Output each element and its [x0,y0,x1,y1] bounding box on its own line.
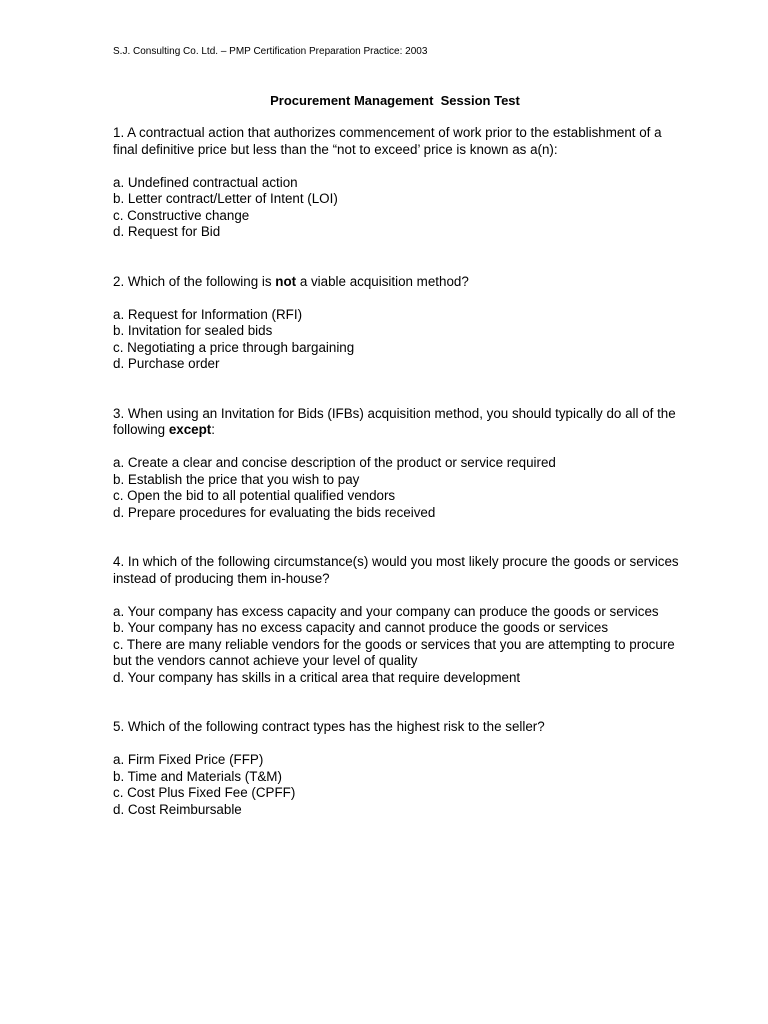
answer-option: b. Establish the price that you wish to pay [113,471,360,487]
answer-option: d. Purchase order [113,356,220,371]
answer-option: b. Your company has no excess capacity and cannot produce the goods or services [113,620,609,635]
question-3-emphasis: except [168,422,212,437]
question-block-1 [113,125,688,241]
question-block-2 [113,274,688,373]
question-text-3 [113,406,688,439]
question-5-pre: 5. Which of the following contract types has the highest risk to the seller? [113,719,545,734]
answer-option: c. Open the bid to all potential qualified vendors [113,488,396,503]
question-4-pre: 4. In which of the following circumstance(s) would you most likely procure the goods or services instead of producing them in-house? [113,554,679,586]
question-list [113,125,688,851]
page-header: S.J. Consulting Co. Ltd. – PMP Certification Preparation Practice: 2003 [113,46,428,57]
question-block-5 [113,719,688,818]
answer-option: b. Invitation for sealed bids [113,323,273,338]
answer-option: d. Prepare procedures for evaluating the bids received [113,504,436,520]
answer-options-3 [113,455,688,521]
answer-option: c. Negotiating a price through bargaining [113,339,355,355]
answer-options-5 [113,752,688,818]
answer-option: d. Request for Bid [113,224,221,239]
question-1-pre: 1. A contractual action that authorizes commencement of work prior to the establishment of a final definitive price but less than the “not to exceed’ price is known as a(n): [113,125,662,157]
question-block-4 [113,554,688,686]
question-block-3 [113,406,688,522]
answer-option: a. Create a clear and concise description of the product or service required [113,455,556,470]
question-text-4 [113,554,688,587]
answer-option: b. Time and Materials (T&M) [113,768,282,784]
answer-options-1 [113,175,688,241]
answer-option: c. Constructive change [113,207,250,223]
document-title: Procurement Management Session Test [270,93,520,108]
answer-option: a. Request for Information (RFI) [113,306,303,322]
question-text-1 [113,125,688,158]
answer-options-2 [113,307,688,373]
answer-options-4 [113,604,688,687]
answer-option: a. Firm Fixed Price (FFP) [113,752,264,767]
answer-option: c. Cost Plus Fixed Fee (CPFF) [113,785,296,800]
answer-option: d. Cost Reimbursable [113,801,242,817]
question-3-pre: 3. When using an Invitation for Bids (IFBs) acquisition method, you should typically do all of the following [113,405,676,437]
question-2-post: a viable acquisition method? [296,273,469,289]
answer-option: d. Your company has skills in a critical area that require development [113,669,521,685]
answer-option: c. There are many reliable vendors for the goods or services that you are attempting to procure but the vendors cannot achieve your level of quality [113,636,675,668]
answer-option: a. Your company has excess capacity and your company can produce the goods or services [113,603,659,619]
question-2-pre: 2. Which of the following is [113,273,276,289]
question-text-2 [113,274,688,291]
question-text-5 [113,719,688,736]
answer-option: a. Undefined contractual action [113,174,298,190]
question-3-post: : [211,422,215,437]
answer-option: b. Letter contract/Letter of Intent (LOI) [113,191,338,206]
question-2-emphasis: not [275,273,297,289]
